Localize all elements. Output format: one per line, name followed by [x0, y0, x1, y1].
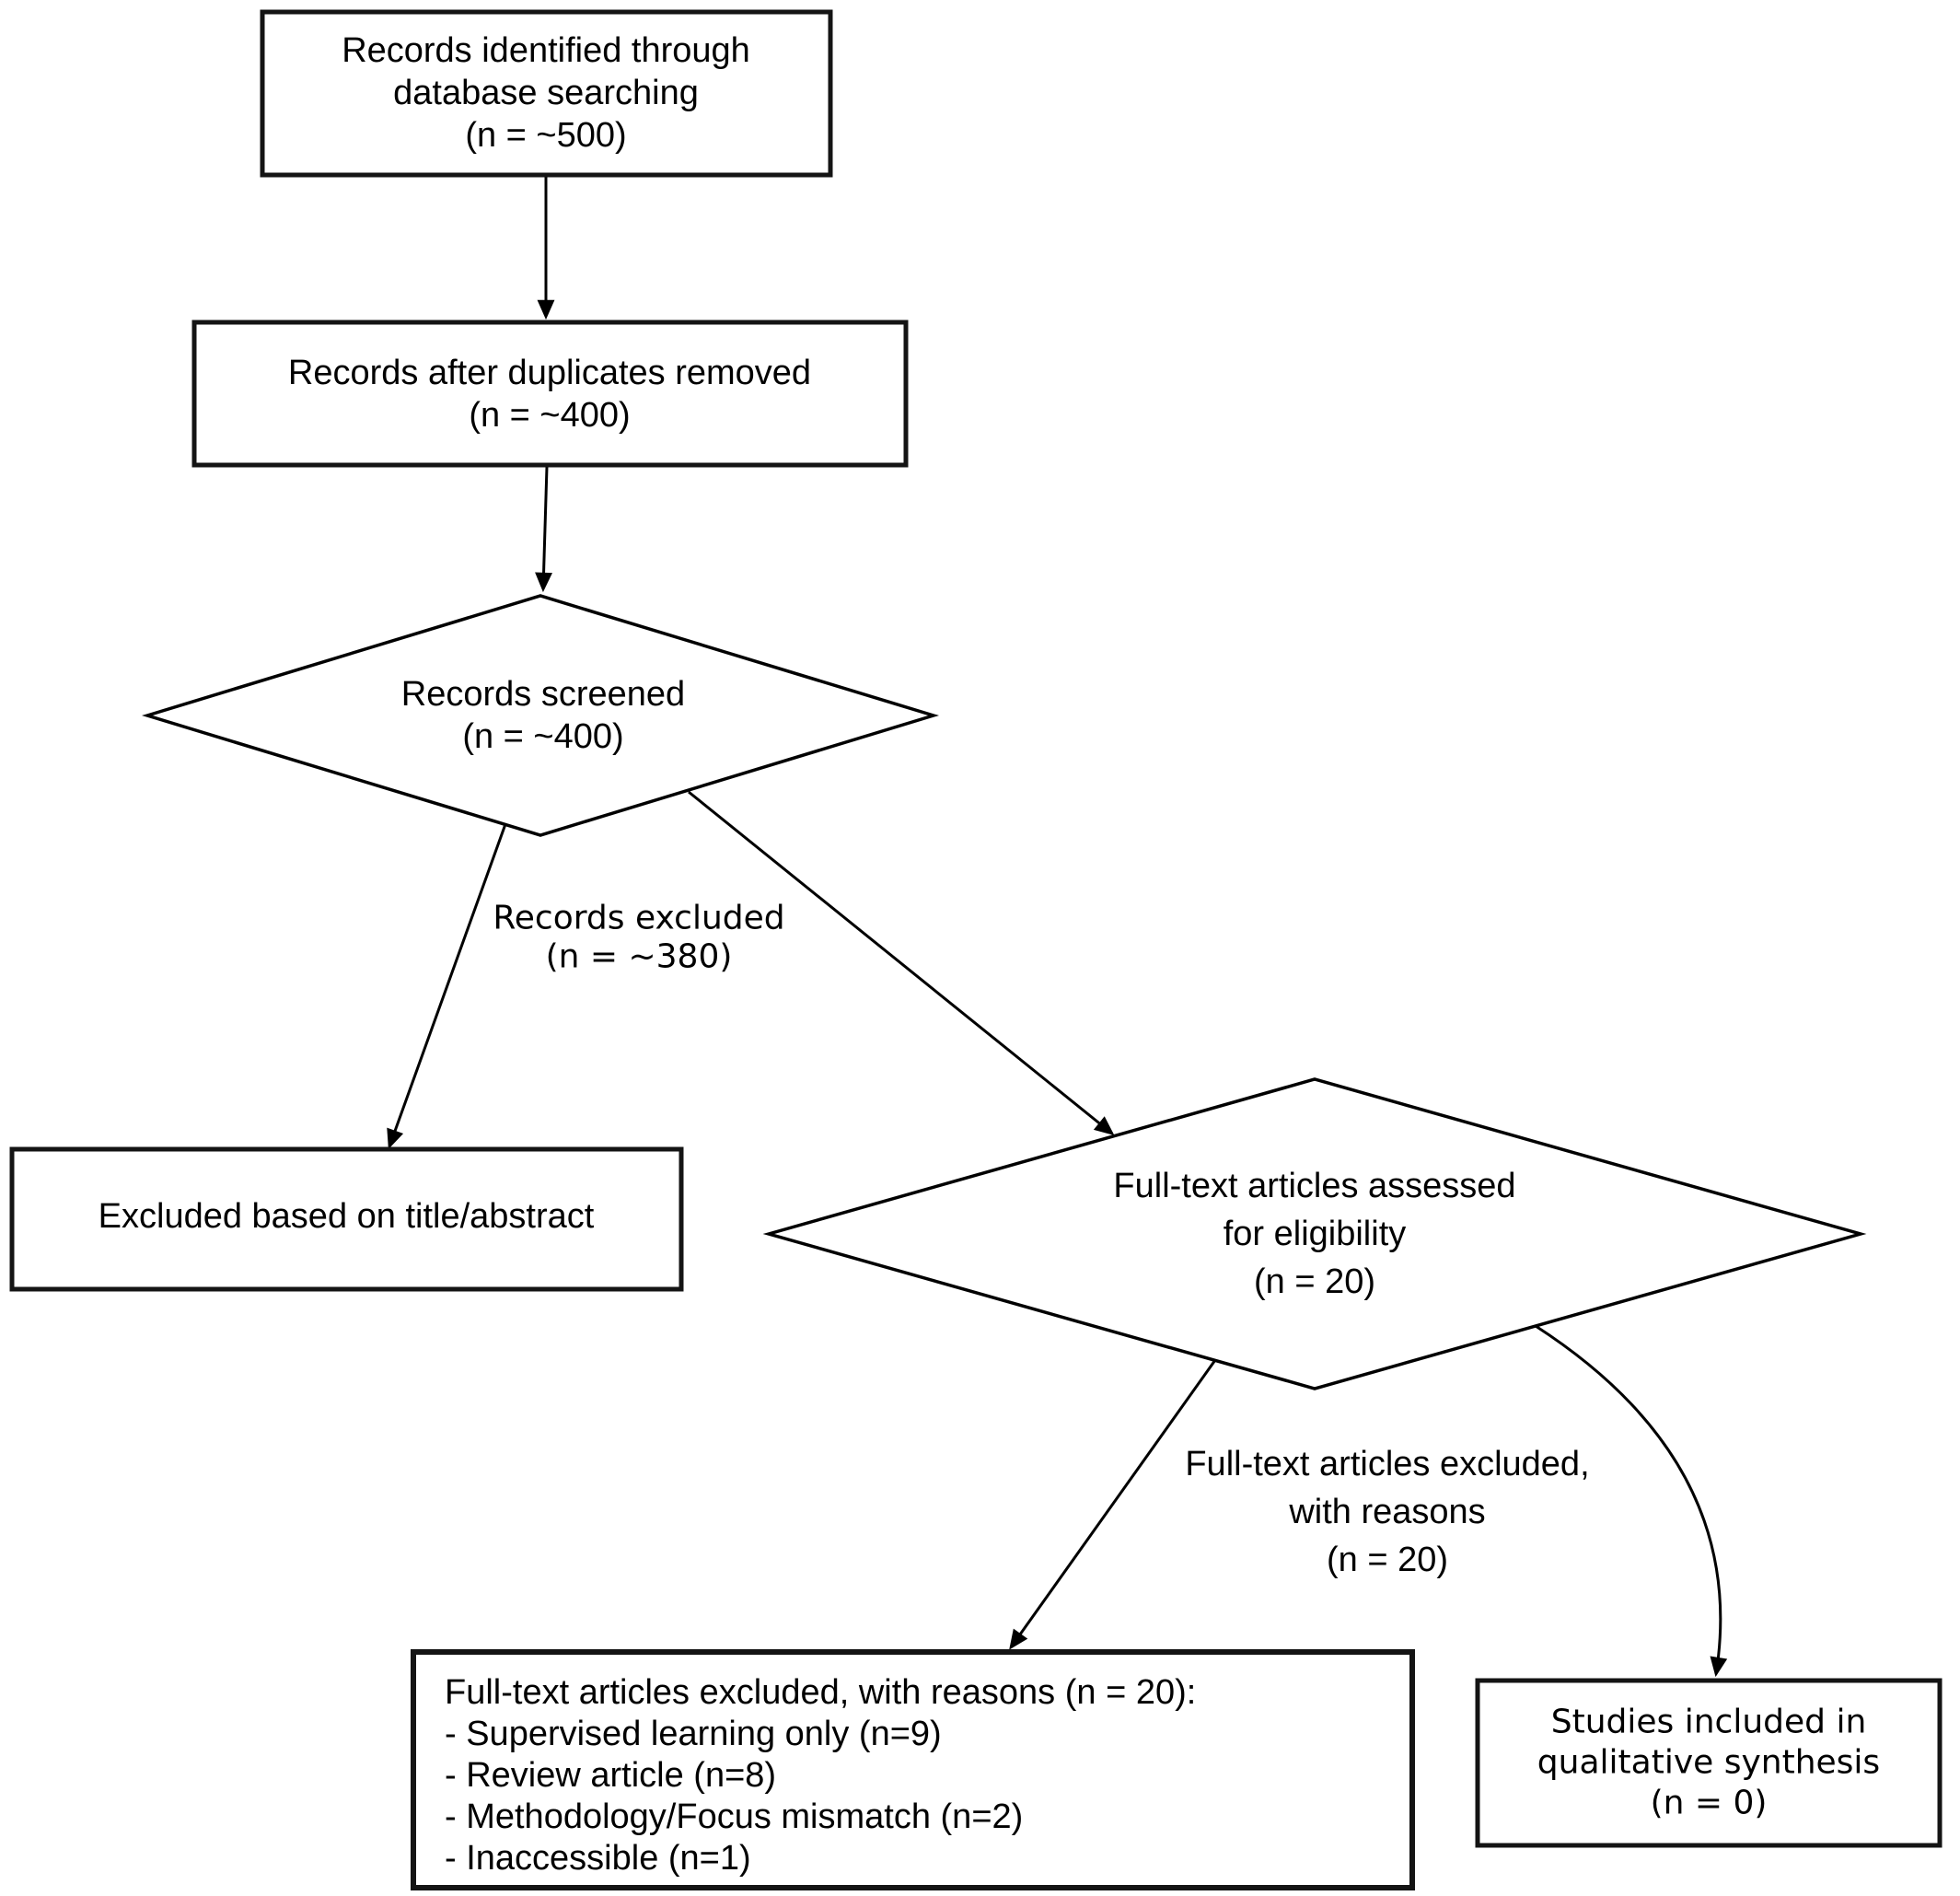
- studies-included-line1: Studies included in: [1550, 1703, 1867, 1741]
- fulltext-excluded-reasons-line1: Full-text articles excluded, with reasons (n = 20):: [445, 1673, 1197, 1712]
- node-fulltext-assessed: [769, 1079, 1861, 1389]
- node-studies-included: [1478, 1681, 1940, 1845]
- duplicates-removed-line2: (n = ~400): [469, 396, 631, 435]
- arrow-fulltext-to-reasons: [1011, 1360, 1215, 1647]
- fulltext-excluded-reasons-line3: - Review article (n=8): [445, 1756, 777, 1795]
- records-excluded-label-line1: Records excluded: [493, 899, 785, 937]
- node-records-screened: [147, 596, 934, 835]
- fulltext-assessed-line3: (n = 20): [1253, 1262, 1376, 1301]
- records-identified-line3: (n = ~500): [465, 116, 627, 155]
- arrow-fulltext-to-included: [1536, 1326, 1721, 1674]
- studies-included-line3: (n = 0): [1650, 1784, 1768, 1822]
- records-identified-line1: Records identified through: [342, 31, 750, 70]
- fulltext-assessed-line2: for eligibility: [1223, 1215, 1407, 1253]
- records-screened-diamond: [147, 596, 934, 835]
- records-screened-line1: Records screened: [400, 675, 686, 714]
- fulltext-assessed-line1: Full-text articles assessed: [1113, 1167, 1516, 1205]
- node-records-identified: [262, 12, 830, 175]
- excluded-title-abstract-line1: Excluded based on title/abstract: [98, 1197, 595, 1236]
- fulltext-excluded-reasons-line2: - Supervised learning only (n=9): [445, 1715, 942, 1753]
- node-fulltext-excluded-reasons: [413, 1652, 1412, 1888]
- arrow-screened-to-excluded: [389, 824, 505, 1146]
- fulltext-excluded-label-line1: Full-text articles excluded,: [1185, 1445, 1590, 1483]
- studies-included-line2: qualitative synthesis: [1537, 1743, 1881, 1782]
- edge-label-records-excluded: [493, 900, 784, 976]
- records-screened-line2: (n = ~400): [462, 717, 624, 756]
- fulltext-excluded-label-line2: with reasons: [1289, 1493, 1486, 1531]
- node-duplicates-removed: [194, 322, 906, 465]
- duplicates-removed-line1: Records after duplicates removed: [287, 354, 812, 392]
- duplicates-removed-box: [194, 322, 906, 465]
- node-excluded-title-abstract: [12, 1149, 681, 1289]
- edge-label-fulltext-excluded: [1185, 1445, 1589, 1579]
- records-identified-line2: database searching: [393, 74, 699, 112]
- fulltext-excluded-reasons-line5: - Inaccessible (n=1): [445, 1839, 751, 1878]
- arrow-deduplicated-to-screened: [543, 467, 547, 589]
- arrow-screened-to-fulltext: [689, 792, 1112, 1134]
- fulltext-excluded-label-line3: (n = 20): [1326, 1541, 1449, 1579]
- fulltext-excluded-reasons-line4: - Methodology/Focus mismatch (n=2): [445, 1797, 1024, 1836]
- records-excluded-label-line2: (n = ~380): [545, 937, 733, 976]
